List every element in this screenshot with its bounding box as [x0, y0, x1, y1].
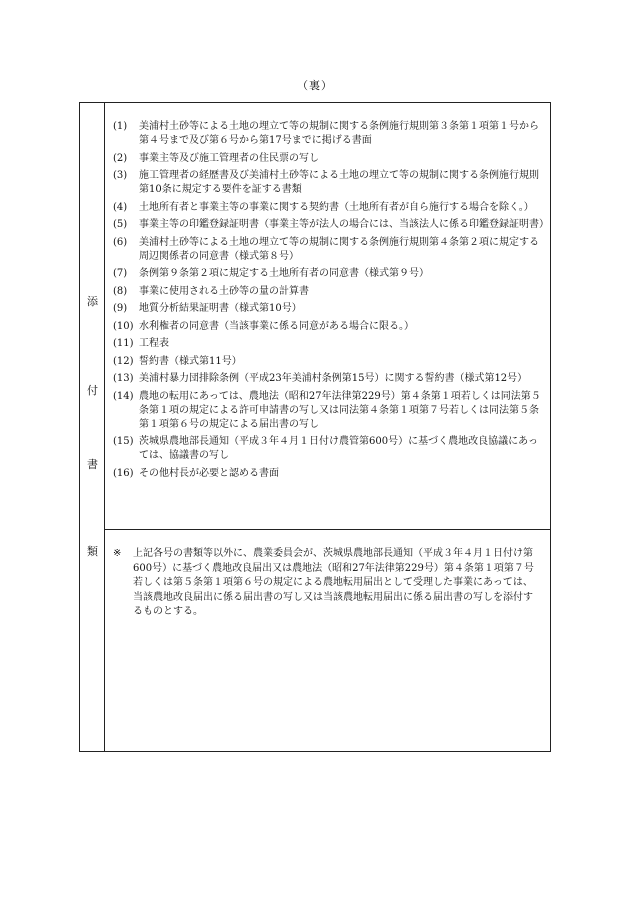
item-number: (2): [113, 152, 128, 164]
item-text: 誓約書（様式第11号）: [139, 355, 242, 367]
attachments-table: [79, 102, 551, 752]
list-item: [113, 302, 544, 316]
list-item: [113, 201, 544, 215]
list-item: [113, 390, 544, 432]
note-section: [105, 530, 550, 751]
page-heading: （裏）: [297, 79, 333, 92]
item-text: 茨城県農地部長通知（平成３年４月１日付け農管第600号）に基づく農地改良協議にあっては、協議書の写し: [139, 436, 538, 461]
attachment-items-section: [105, 103, 550, 530]
label-char-4: 類: [87, 545, 98, 558]
list-item: [113, 120, 544, 148]
item-text: 事業主等及び施工管理者の住民票の写し: [139, 152, 319, 164]
list-item: [113, 285, 544, 299]
supplementary-note: [105, 530, 550, 620]
item-number: (10): [113, 320, 134, 332]
item-text: 地質分析結果証明書（様式第10号）: [139, 303, 302, 314]
item-number: (15): [113, 436, 134, 447]
item-text: 水利権者の同意書（当該事業に係る同意がある場合に限る。）: [139, 320, 414, 332]
list-item: [113, 152, 544, 166]
item-number: (4): [113, 201, 128, 213]
list-item: [113, 320, 544, 334]
item-number: (16): [113, 467, 134, 479]
attachment-items-list: [105, 103, 550, 481]
item-number: (12): [113, 355, 134, 367]
item-text: 美浦村暴力団排除条例（平成23年美浦村条例第15号）に関する誓約書（様式第12号）: [139, 373, 528, 384]
item-number: (9): [113, 303, 128, 314]
label-char-1: 添: [87, 295, 98, 308]
attachments-label-column: [80, 103, 105, 751]
item-number: (7): [113, 268, 128, 279]
list-item: [113, 169, 544, 197]
list-item: [113, 467, 544, 481]
item-number: (8): [113, 285, 128, 297]
item-text: 事業主等の印鑑登録証明書（事業主等が法人の場合には、当該法人に係る印鑑登録証明書）: [139, 219, 549, 230]
item-text: 土地所有者と事業主等の事業に関する契約書（土地所有者が自ら施行する場合を除く。）: [139, 201, 534, 213]
item-number: (1): [113, 121, 128, 132]
item-text: 工程表: [139, 338, 169, 349]
item-text: 施工管理者の経歴書及び美浦村土砂等による土地の埋立て等の規制に関する条例施行規則第10条に規定する要件を証する書類: [139, 170, 539, 195]
list-item: [113, 355, 544, 369]
note-mark: ※: [113, 548, 122, 559]
label-char-2: 付: [87, 384, 98, 397]
list-item: [113, 337, 544, 351]
label-char-3: 書: [87, 458, 98, 471]
item-text: その他村長が必要と認める書面: [139, 467, 279, 479]
item-text: 農地の転用にあっては、農地法（昭和27年法律第229号）第４条第１項若しくは同法第５条第１項の規定による許可申請書の写し又は同法第４条第１項第７号若しくは同法第５条第１項第６号の規定による届出書の写し: [139, 390, 541, 430]
list-item: [113, 267, 544, 281]
item-text: 美浦村土砂等による土地の埋立て等の規制に関する条例施行規則第４条第２項に規定する周辺関係者の同意書（様式第８号）: [139, 236, 539, 262]
item-number: (6): [113, 236, 128, 248]
item-text: 条例第９条第２項に規定する土地所有者の同意書（様式第９号）: [139, 268, 429, 279]
item-text: 美浦村土砂等による土地の埋立て等の規制に関する条例施行規則第３条第１項第１号から第４号まで及び第６号から第17号までに掲げる書面: [139, 121, 539, 146]
item-number: (14): [113, 390, 134, 402]
item-number: (3): [113, 170, 128, 181]
item-text: 事業に使用される土砂等の量の計算書: [139, 285, 309, 297]
item-number: (11): [113, 338, 134, 349]
list-item: [113, 372, 544, 386]
list-item: [113, 236, 544, 264]
list-item: [113, 435, 544, 463]
item-number: (5): [113, 219, 128, 230]
list-item: [113, 218, 549, 232]
note-text: 上記各号の書類等以外に、農業委員会が、茨城県農地部長通知（平成３年４月１日付け第600号）に基づく農地改良届出又は農地法（昭和27年法律第229号）第４条第１項第７号若しくは第５条第１項第６号の規定による農地転用届出として受理した事業にあっては、当該農地改良届出に係る届出書の写し又は当該農地転用届出に係る届出書の写しを添付するものとする。: [133, 548, 534, 617]
item-number: (13): [113, 373, 134, 384]
